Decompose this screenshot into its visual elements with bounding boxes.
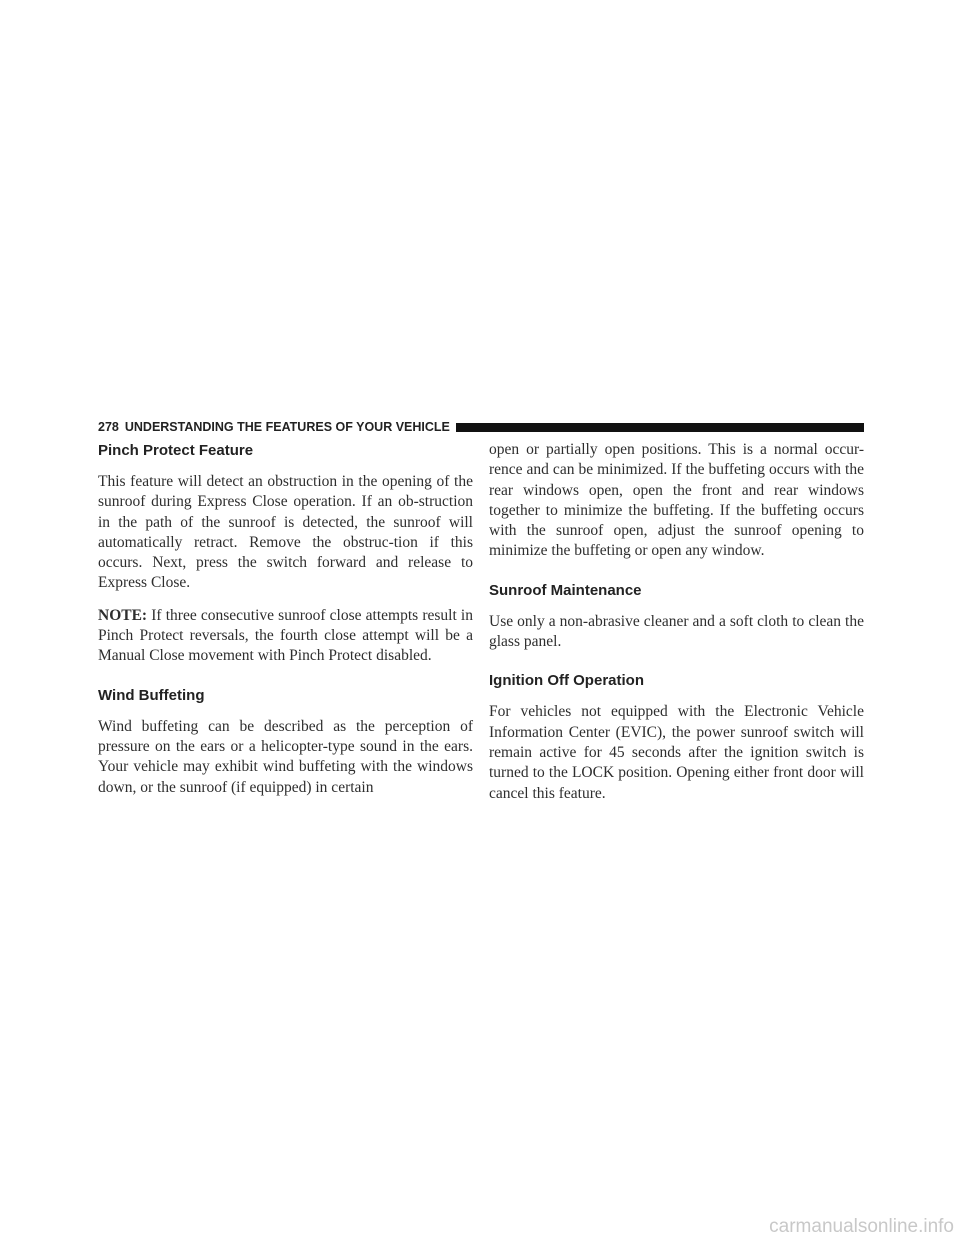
watermark: carmanualsonline.info [769,1216,954,1237]
pinch-protect-heading: Pinch Protect Feature [98,442,254,459]
section-title: UNDERSTANDING THE FEATURES OF YOUR VEHICLE [124,420,450,434]
wind-buffeting-heading: Wind Buffeting [98,686,205,704]
note-text: If three consecutive sunroof close attempts result in Pinch Protect reversals, the fourth close attempt will be a Manual Close movement with Pinch Protect disabled. [98,606,473,665]
note-label: NOTE: [98,606,148,624]
sunroof-maintenance-heading: Sunroof Maintenance [489,581,642,599]
sunroof-maintenance-paragraph: Use only a non-abrasive cleaner and a soft cloth to clean the glass panel. [489,612,864,651]
wind-buffeting-paragraph: Wind buffeting can be described as the perception of pressure on the ears or a helicopter-type sound in the ears. Your vehicle may exhibit wind buffeting with the windows down, or the sunroof (if equipped) in certain [98,717,473,796]
page-header [98,418,864,436]
page-number: 278 [98,420,119,434]
header-rule [456,423,864,432]
ignition-off-paragraph: For vehicles not equipped with the Electronic Vehicle Information Center (EVIC), the power sunroof switch will remain active for 45 seconds after the ignition switch is turned to the LOCK position. Opening either front door will cancel this feature. [489,703,864,802]
left-column [98,440,473,810]
pinch-protect-paragraph: This feature will detect an obstruction in the opening of the sunroof during Express Close operation. If an ob-struction in the path of the sunroof is detected, the sunroof will automatically retract. Remove the obstruc-tion if this occurs. Next, press the switch forward and release to Express Close. [98,473,473,592]
note-paragraph [98,606,473,667]
wind-buffeting-continued: open or partially open positions. This is a normal occur-rence and can be minimized. If the buffeting occurs with the rear windows open, open the front and rear windows together to minimize the buffeting. If the buffeting occurs with the sunroof open, adjust the sunroof opening to minimize the buffeting or open any window. [489,441,864,560]
right-column [489,440,864,816]
ignition-off-heading: Ignition Off Operation [489,672,644,690]
